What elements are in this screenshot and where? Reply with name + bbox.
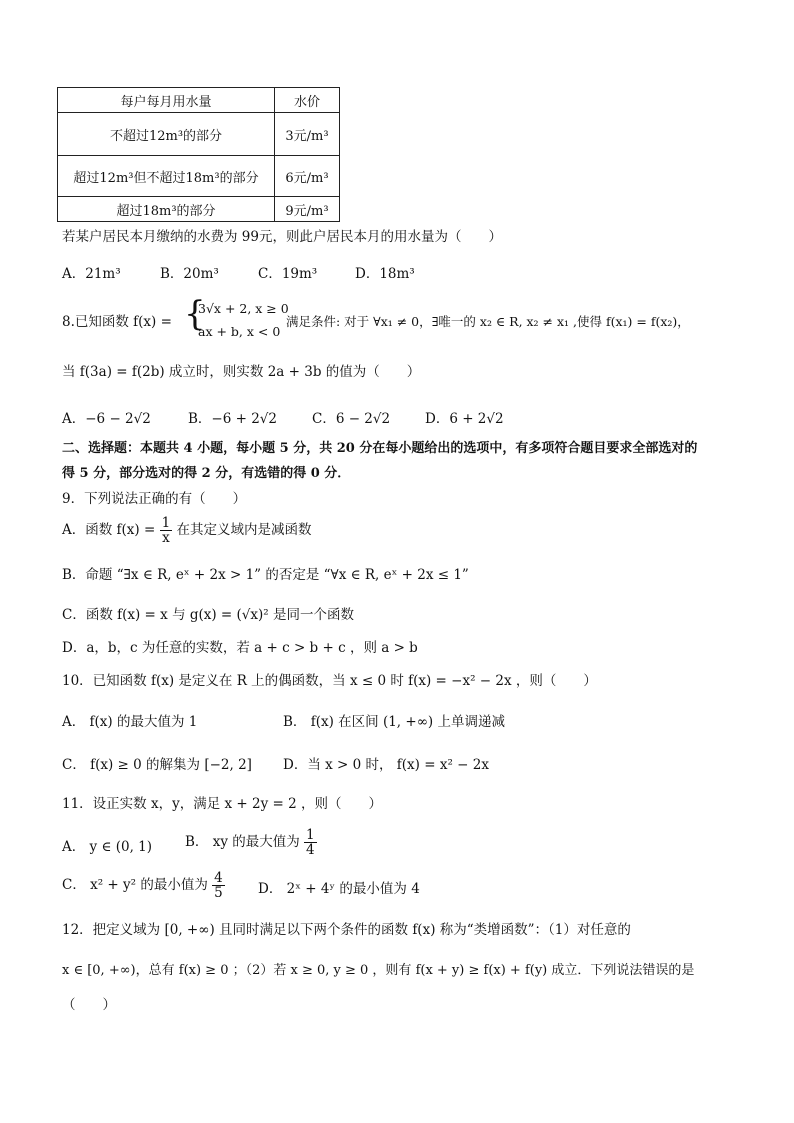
table-cell: 3元/m³ [275, 113, 340, 156]
table-cell: 9元/m³ [275, 197, 340, 222]
q11-option-c [62, 868, 225, 902]
q8-condition: 满足条件: 对于 ∀x₁ ≠ 0，∃唯一的 x₂ ∈ R, x₂ ≠ x₁ ,使得 f(x₁) = f(x₂)， [286, 314, 690, 329]
q9-option-a-suffix: 在其定义域内是减函数 [176, 522, 312, 538]
q8-stem-2: 当 f(3a) = f(2b) 成立时，则实数 2a + 3b 的值为（ ） [62, 364, 421, 380]
q8-option-b: B．−6 + 2√2 [188, 411, 277, 427]
fraction-denominator: 4 [306, 842, 315, 858]
fraction-numerator: 4 [214, 870, 223, 886]
q10-option-a: A． f(x) 的最大值为 1 [62, 714, 198, 730]
fraction-numerator: 1 [306, 827, 315, 843]
q12-line-1: 12．把定义域为 [0, +∞) 且同时满足以下两个条件的函数 f(x) 称为“类增函数”：（1）对任意的 [62, 922, 631, 938]
q11-option-a: A． y ∈ (0, 1) [62, 839, 153, 855]
q7-option-c: C．19m³ [258, 266, 318, 282]
q9-option-d: D．a，b，c 为任意的实数，若 a + c > b + c ，则 a > b [62, 640, 418, 656]
q9-option-b: B．命题 “∃x ∈ R, eˣ + 2x > 1” 的否定是 “∀x ∈ R, eˣ + 2x ≤ 1” [62, 567, 469, 583]
q8-option-a: A．−6 − 2√2 [62, 411, 151, 427]
table-cell: 超过12m³但不超过18m³的部分 [58, 156, 275, 197]
q7-option-b: B．20m³ [160, 266, 219, 282]
q9-stem: 9．下列说法正确的有（ ） [62, 491, 247, 507]
q8-prefix: 8.已知函数 f(x) = [62, 314, 172, 330]
q8-piece-1: 3√x + 2, x ≥ 0 [198, 301, 289, 316]
q7-option-a: A．21m³ [62, 266, 121, 282]
fraction-denominator: x [162, 530, 170, 546]
table-header-cell: 水价 [275, 88, 340, 113]
q10-option-b: B． f(x) 在区间 (1, +∞) 上单调递减 [283, 714, 505, 730]
q10-option-d: D．当 x > 0 时， f(x) = x² − 2x [283, 757, 489, 773]
q12-line-2: x ∈ [0, +∞)，总有 f(x) ≥ 0 ；（2）若 x ≥ 0, y ≥ 0 ，则有 f(x + y) ≥ f(x) + f(y) 成立．下列说法错误的是 [62, 963, 695, 978]
table-cell: 6元/m³ [275, 156, 340, 197]
table-row [58, 113, 340, 156]
q9-option-a-prefix: A．函数 f(x) = [62, 522, 156, 538]
table-header-row [58, 88, 340, 113]
q8-piece-2: ax + b, x < 0 [198, 324, 281, 339]
q10-stem: 10．已知函数 f(x) 是定义在 R 上的偶函数，当 x ≤ 0 时 f(x) = −x² − 2x ，则（ ） [62, 673, 597, 689]
table-row [58, 156, 340, 197]
water-price-table [57, 87, 340, 222]
q11-option-b-prefix: B． xy 的最大值为 [185, 834, 300, 850]
section-2-heading-line-2: 得 5 分，部分选对的得 2 分，有选错的得 0 分． [62, 466, 351, 481]
q9-option-a [62, 513, 311, 547]
q9-option-c: C．函数 f(x) = x 与 g(x) = (√x)² 是同一个函数 [62, 607, 354, 623]
fraction-denominator: 5 [214, 885, 223, 901]
q8-option-c: C．6 − 2√2 [312, 411, 391, 427]
table-header-cell: 每户每月用水量 [58, 88, 275, 113]
table-row [58, 197, 340, 222]
fraction [212, 871, 225, 900]
table-cell: 不超过12m³的部分 [58, 113, 275, 156]
section-2-heading-line-1: 二、选择题：本题共 4 小题，每小题 5 分，共 20 分在每小题给出的选项中，有多项符合题目要求全部选对的 [62, 441, 698, 456]
table-cell: 超过18m³的部分 [58, 197, 275, 222]
q11-option-c-prefix: C． x² + y² 的最小值为 [62, 877, 208, 893]
fraction-numerator: 1 [161, 515, 171, 531]
q11-option-b [185, 825, 317, 859]
q8-option-d: D．6 + 2√2 [425, 411, 504, 427]
q7-option-d: D．18m³ [355, 266, 415, 282]
q11-stem: 11．设正实数 x，y，满足 x + 2y = 2 ，则（ ） [62, 796, 382, 812]
q7-stem: 若某户居民本月缴纳的水费为 99元，则此户居民本月的用水量为（ ） [62, 229, 502, 245]
fraction [304, 828, 317, 857]
fraction [160, 516, 173, 545]
q11-option-d: D． 2ˣ + 4ʸ 的最小值为 4 [258, 881, 420, 897]
q10-option-c: C． f(x) ≥ 0 的解集为 [−2, 2] [62, 757, 252, 773]
q12-line-3: （ ） [62, 997, 116, 1013]
piecewise-brace: { [184, 294, 206, 334]
